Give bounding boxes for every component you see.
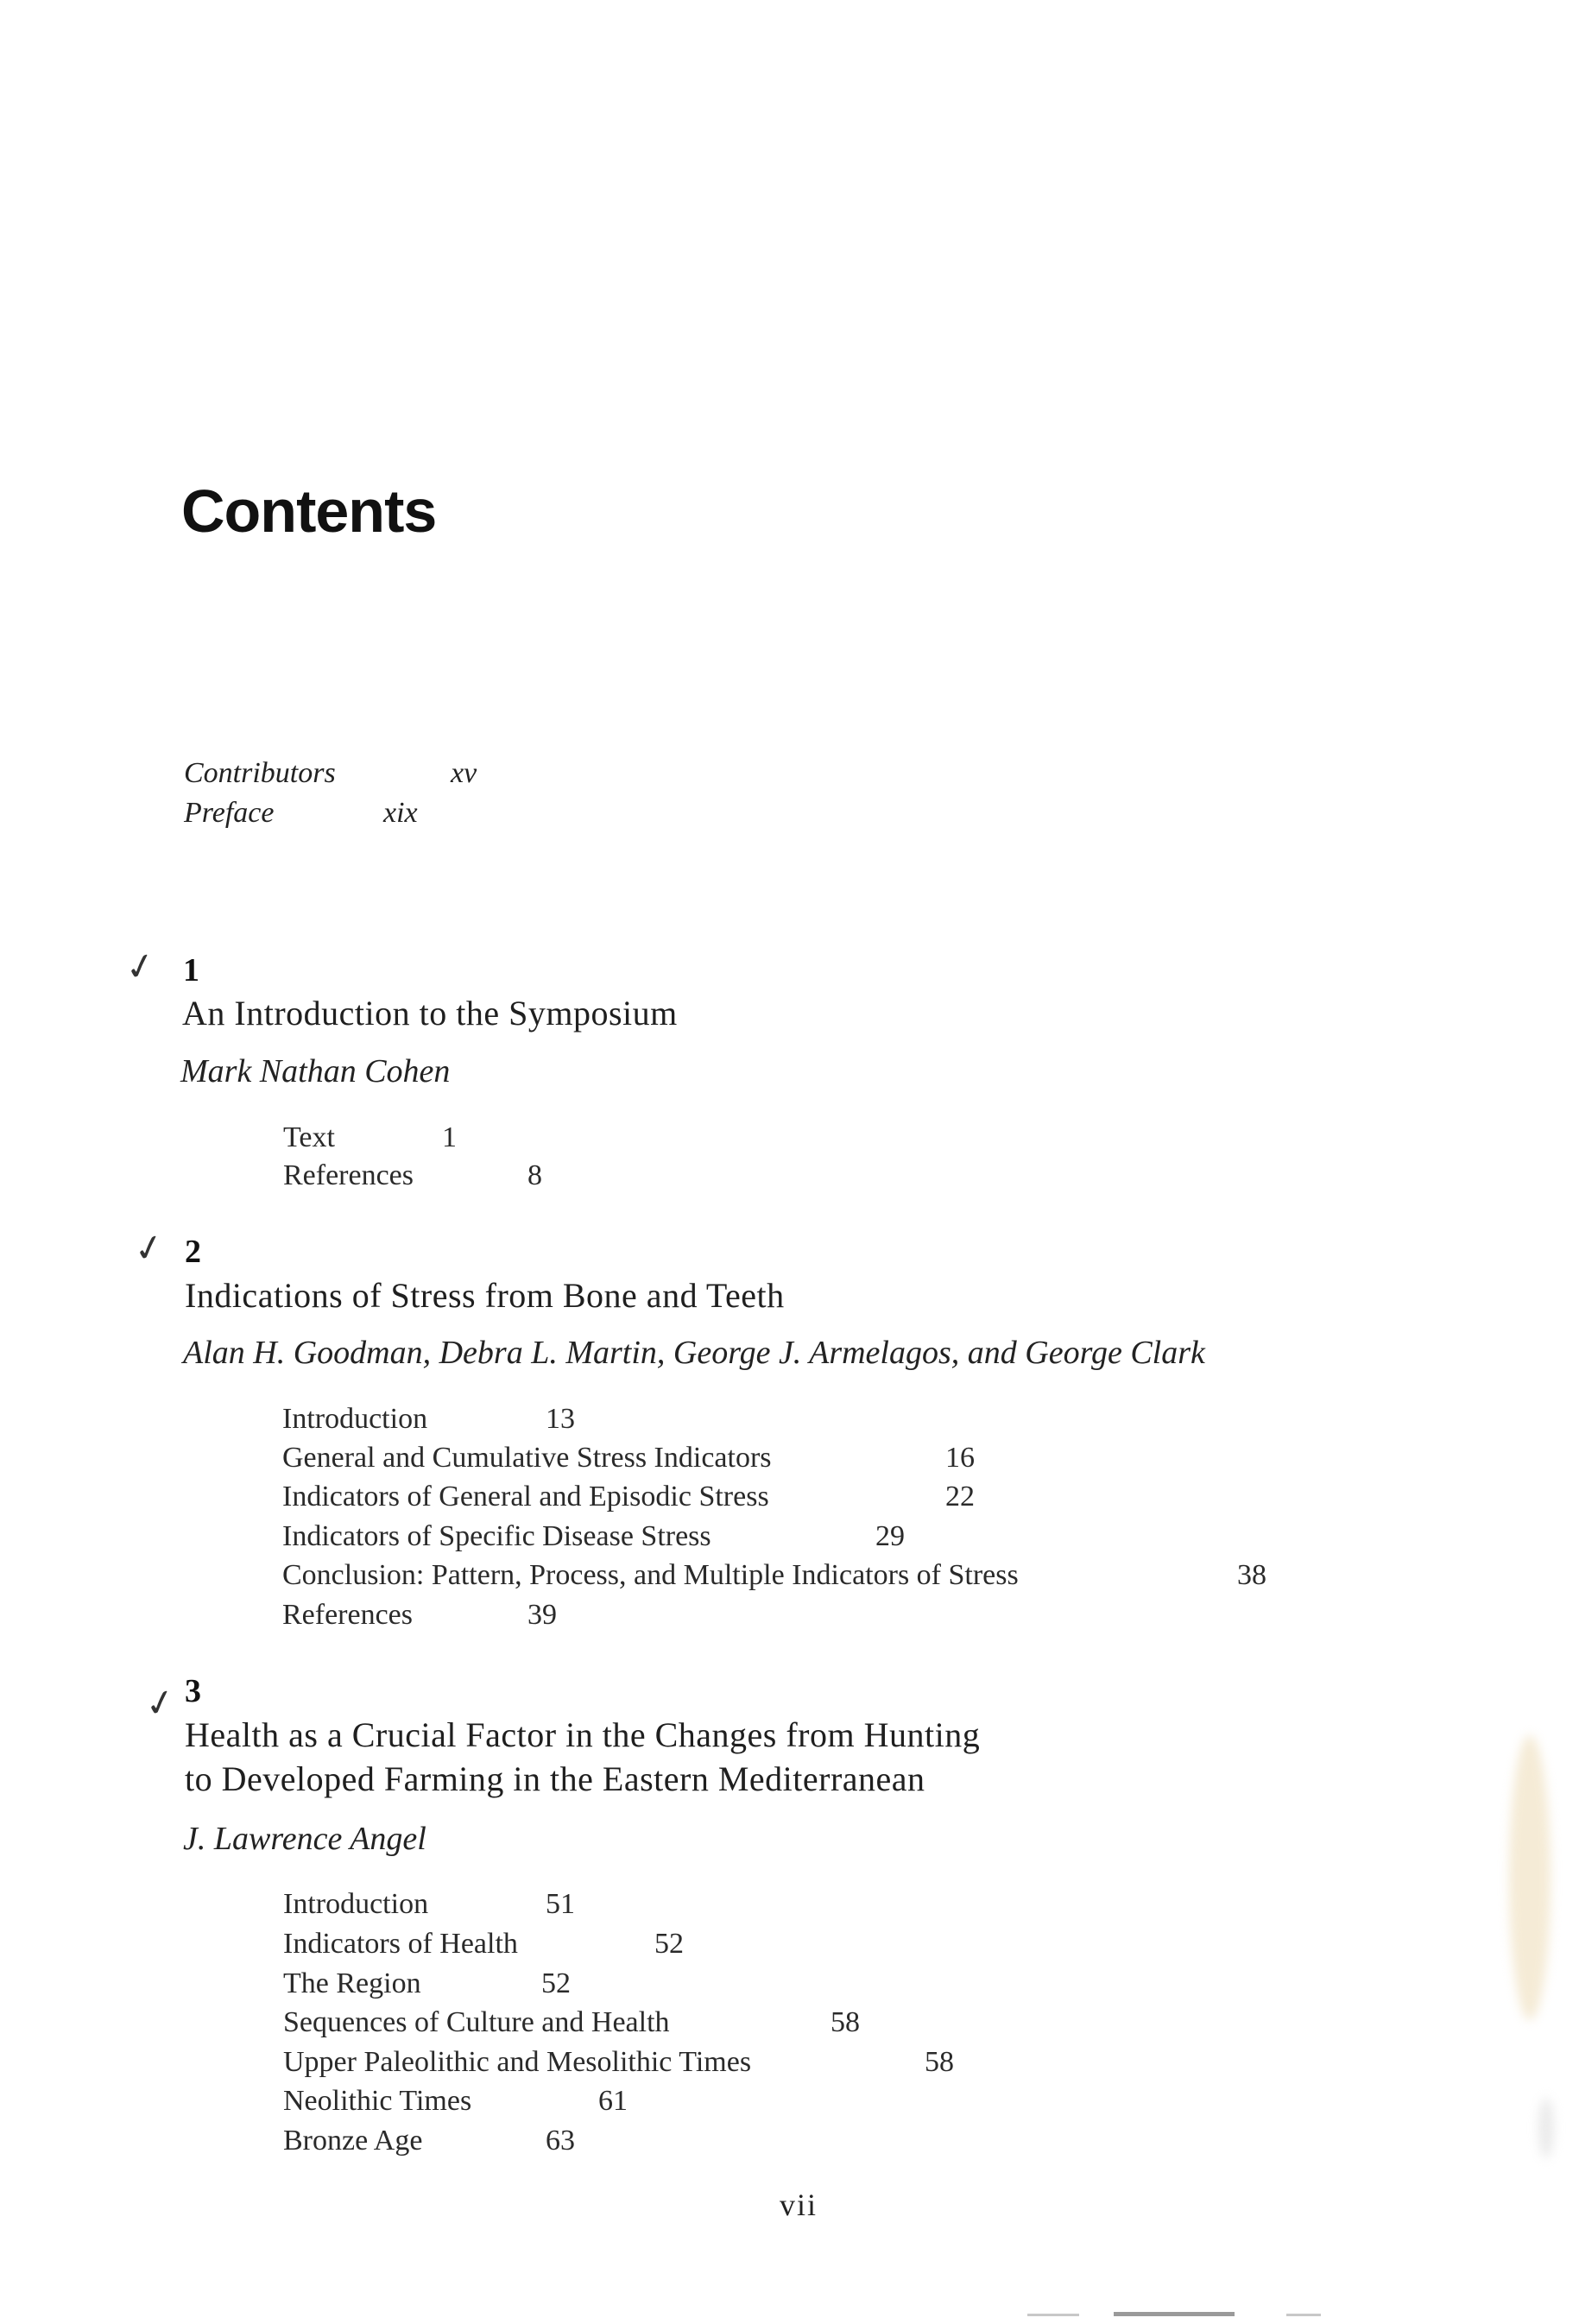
section-label: The Region xyxy=(283,1967,421,1999)
page-title: Contents xyxy=(181,477,437,545)
chapter-author: Mark Nathan Cohen xyxy=(180,1053,451,1089)
chapter-number: 2 xyxy=(185,1234,201,1270)
chapter-title-line: to Developed Farming in the Eastern Mediterranean xyxy=(185,1759,925,1798)
section-label: Neolithic Times xyxy=(283,2085,472,2117)
front-matter-page: xix xyxy=(383,797,418,829)
chapter-number: 3 xyxy=(185,1673,201,1709)
section-page: 58 xyxy=(831,2006,860,2038)
paper-stain xyxy=(1509,1735,1551,2020)
front-matter-label: Preface xyxy=(184,797,275,829)
section-label: Indicators of General and Episodic Stress xyxy=(282,1481,769,1512)
section-label: Text xyxy=(283,1121,335,1153)
section-page: 22 xyxy=(945,1481,975,1512)
chapter-title: An Introduction to the Symposium xyxy=(182,994,678,1033)
section-label: General and Cumulative Stress Indicators xyxy=(282,1442,772,1474)
scan-mark xyxy=(1114,2312,1235,2316)
chapter-title-line: Health as a Crucial Factor in the Changes from Hunting xyxy=(185,1715,981,1754)
section-page: 1 xyxy=(442,1121,457,1153)
section-page: 52 xyxy=(541,1967,571,1999)
section-page: 8 xyxy=(527,1159,542,1191)
paper-stain xyxy=(1538,2098,1554,2158)
section-label: Introduction xyxy=(282,1403,428,1435)
section-label: References xyxy=(283,1159,414,1191)
scan-mark xyxy=(1286,2314,1321,2316)
section-page: 58 xyxy=(925,2046,954,2078)
section-label: Conclusion: Pattern, Process, and Multiple Indicators of Stress xyxy=(282,1559,1019,1591)
chapter-number: 1 xyxy=(183,952,199,988)
section-page: 51 xyxy=(546,1888,575,1920)
chapter-title: Indications of Stress from Bone and Teeth xyxy=(185,1276,785,1315)
scan-mark xyxy=(1027,2314,1079,2316)
section-label: Upper Paleolithic and Mesolithic Times xyxy=(283,2046,752,2078)
section-label: Sequences of Culture and Health xyxy=(283,2006,670,2038)
checkmark-icon: ✓ xyxy=(129,1223,168,1273)
section-page: 29 xyxy=(875,1520,905,1552)
checkmark-icon: ✓ xyxy=(141,1678,180,1727)
page-folio: vii xyxy=(780,2188,818,2222)
section-page: 52 xyxy=(654,1928,684,1960)
front-matter-label: Contributors xyxy=(184,757,336,789)
section-page: 38 xyxy=(1237,1559,1266,1591)
section-page: 16 xyxy=(945,1442,975,1474)
section-page: 61 xyxy=(598,2085,628,2117)
section-page: 63 xyxy=(546,2125,575,2157)
section-label: Introduction xyxy=(283,1888,429,1920)
checkmark-icon: ✓ xyxy=(121,942,160,991)
section-label: Indicators of Specific Disease Stress xyxy=(282,1520,711,1552)
front-matter-page: xv xyxy=(451,757,477,789)
section-label: Bronze Age xyxy=(283,2125,423,2157)
section-label: References xyxy=(282,1599,414,1631)
chapter-author: J. Lawrence Angel xyxy=(183,1821,426,1857)
chapter-author: Alan H. Goodman, Debra L. Martin, George J. Armelagos, and George Clark xyxy=(183,1335,1205,1371)
section-page: 39 xyxy=(527,1599,557,1631)
section-label: Indicators of Health xyxy=(283,1928,518,1960)
section-page: 13 xyxy=(546,1403,575,1435)
